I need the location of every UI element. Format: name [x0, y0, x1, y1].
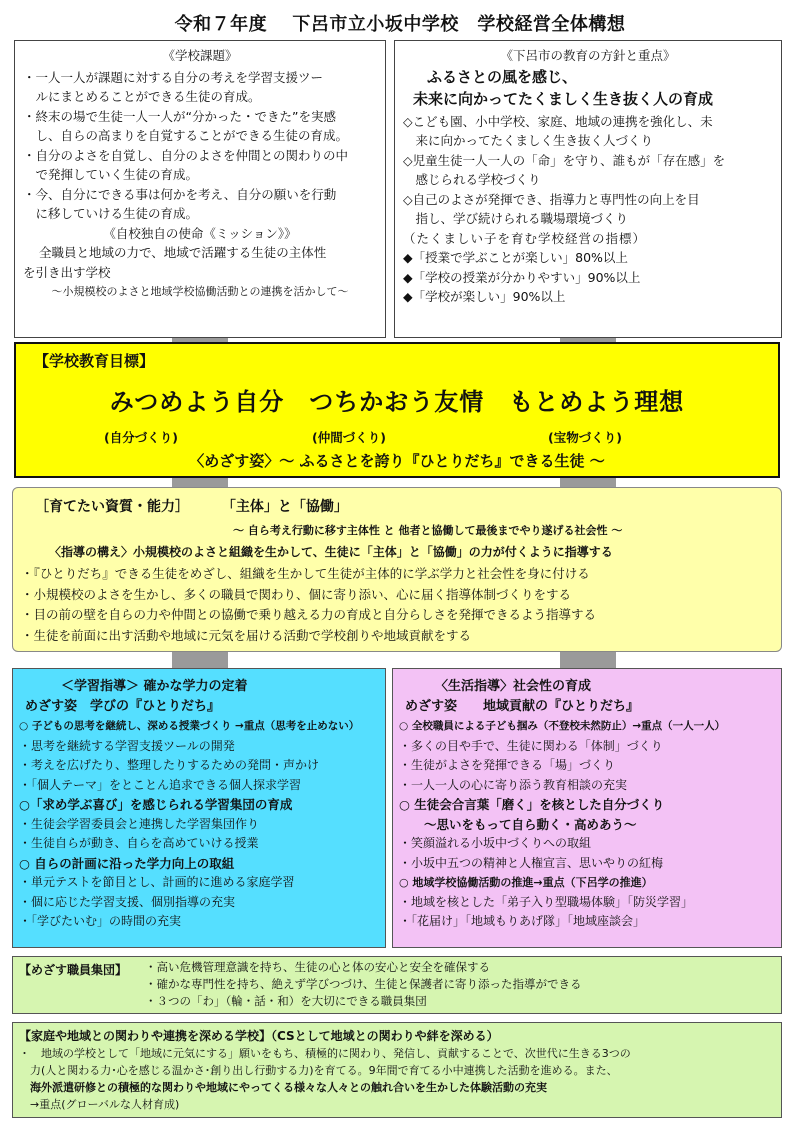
learning-item: ○「求め学ぶ喜び」を感じられる学習集団の育成	[19, 797, 293, 812]
learning-item: ・生徒会学習委員会と連携した学習集団作り	[19, 816, 260, 831]
issue-line: ルにまとめることができる生徒の育成。	[23, 89, 261, 104]
connector-bar	[560, 652, 616, 668]
staff-line: ・３つの「わ」（輪・話・和）を大切にできる職員集団	[145, 994, 427, 1008]
issue-line: ・一人一人が課題に対する自分の考えを学習支援ツー	[23, 69, 324, 85]
life-item: ・多くの目や手で、生徒に関わる「体制」づくり	[399, 738, 663, 753]
home-community-box	[12, 1022, 782, 1118]
mission-sub: ～小規模校のよさと地域学校協働活動との連携を活かして～	[51, 285, 349, 298]
school-issues-box	[14, 40, 386, 338]
capability-line: ・小規模校のよさを生かし、多くの職員で関わり、個に寄り添い、心に届く指導体制づくりをする	[21, 586, 572, 602]
goal-sub-treasure: (宝物づくり)	[548, 430, 622, 445]
capabilities-subtitle: ～ 自ら考え行動に移す主体性 と 他者と協働して最後までやり遂げる社会性 ～	[233, 524, 623, 537]
issue-line: ・終末の場で生徒一人一人が“分かった・できた”を実感	[23, 108, 336, 124]
issue-line: し、自らの高まりを自覚することができる生徒の育成。	[23, 128, 349, 143]
goal-sub-self: (自分づくり)	[104, 430, 178, 445]
capabilities-keywords: 「主体」と「協働」	[221, 499, 348, 515]
staff-line: ・確かな専門性を持ち、絶えず学びつづけ、生徒と保護者に寄り添った指導ができる	[145, 977, 582, 991]
life-item: ○ 全校職員による子ども掴み（不登校未然防止）→重点（一人一人）	[399, 720, 726, 732]
indicator-item: ◆「学校が楽しい」90%以上	[403, 289, 566, 304]
issue-line: で発揮していく生徒の育成。	[23, 167, 199, 182]
learning-item: ・考えを広げたり、整理したりするための発問・声かけ	[19, 758, 320, 772]
policy-line: ◇児童生徒一人一人の「命」を守り、誰もが「存在感」を	[403, 152, 726, 168]
learning-heading: ＜学習指導＞ 確かな学力の定着	[61, 679, 248, 694]
learning-item: ○ 子どもの思考を継続し、深める授業づくり →重点（思考を止めない）	[19, 720, 360, 732]
life-item: ・小坂中五つの精神と人権宣言、思いやりの紅梅	[399, 855, 664, 870]
home-line: 力(人と関わる力･心を感じる温かさ･創り出し行動する力)を育てる。9年間で育てる小中連携した活動を進める。また、	[19, 1064, 618, 1077]
life-item: ○ 地域学校協働活動の推進→重点（下呂学の推進）	[399, 876, 653, 889]
capabilities-box	[12, 487, 782, 652]
school-goal-box	[14, 342, 780, 478]
city-policy-heading: 《下呂市の教育の方針と重点》	[500, 48, 676, 63]
issue-line: ・今、自分にできる事は何かを考え、自分の願いを行動	[23, 186, 337, 202]
city-slogan-1: ふるさとの風を感じ、	[427, 67, 578, 86]
issue-line: ・自分のよさを自覚し、自分のよさを仲間との関わりの中	[23, 147, 349, 163]
indicator-heading: （たくましい子を育む学校経営の指標）	[403, 230, 647, 246]
life-guidance-box	[392, 668, 782, 948]
goal-vision: 〈めざす姿〉～ ふるさとを誇り『ひとりだち』できる生徒 ～	[189, 452, 605, 470]
policy-line: ◇こども園、小中学校、家庭、地域の連携を強化し、未	[403, 113, 713, 129]
connector-bar	[560, 478, 616, 487]
capabilities-stance: 〈指導の構え〉小規模校のよさと組織を生かして、生徒に「主体」と「協働」の力が付くように指導する	[49, 545, 613, 559]
indicator-item: ◆「学校の授業が分かりやすい」90%以上	[403, 269, 641, 285]
capability-line: ・目の前の壁を自らの力や仲間との協働で乗り越える力の育成と自分らしさを発揮できるよう指導する	[21, 607, 597, 622]
goal-heading: 【学校教育目標】	[34, 352, 155, 370]
staff-heading: 【めざす職員集団】	[19, 963, 128, 977]
learning-item: ・個に応じた学習支援、個別指導の充実	[19, 894, 236, 909]
home-line: ・ 地域の学校として「地域に元気にする」願いをもち、積極的に関わり、発信し、貢献することで、次世代に生きる3つの	[19, 1047, 631, 1060]
school-issues-heading: 《学校課題》	[162, 48, 238, 63]
goal-sub-friends: (仲間づくり)	[312, 430, 386, 445]
learning-item: ・生徒自らが動き、自らを高めていける授業	[19, 836, 259, 850]
life-heading: 〈生活指導〉社会性の育成	[435, 679, 592, 694]
mission-heading: 《自校独自の使命《ミッション》》	[103, 225, 297, 241]
city-policy-box	[394, 40, 782, 338]
staff-group-box	[12, 956, 782, 1014]
life-item: ○ 生徒会合言葉「磨く」を核とした自分づくり	[399, 797, 665, 812]
learning-item: ○ 自らの計画に沿った学力向上の取組	[19, 855, 235, 871]
life-item: ・生徒がよさを発揮できる「場」づくり	[399, 758, 616, 772]
home-line: →重点(グローバルな人材育成)	[19, 1098, 180, 1111]
learning-item: ・思考を継続する学習支援ツールの開発	[19, 738, 235, 753]
life-item: ・一人一人の心に寄り添う教育相談の充実	[399, 777, 628, 792]
capability-line: ・生徒を前面に出す活動や地域に元気を届ける活動で学校創りや地域貢献をする	[21, 627, 472, 643]
city-slogan-2: 未来に向かってたくましく生き抜く人の育成	[413, 89, 714, 108]
learning-guidance-box	[12, 668, 386, 948]
indicator-item: ◆「授業で学ぶことが楽しい」80%以上	[403, 250, 628, 265]
life-item: ・笑顔溢れる小坂中づくりへの取組	[399, 836, 592, 850]
connector-bar	[172, 652, 228, 668]
issue-line: に移していける生徒の育成。	[23, 206, 199, 221]
learning-item: ・「個人テーマ」をとことん追求できる個人探求学習	[19, 777, 302, 792]
capability-line: ・『ひとりだち』できる生徒をめざし、組織を生かして生徒が主体的に学ぶ学力と社会性を身に付ける	[21, 566, 590, 581]
learning-item: ・「学びたいむ」の時間の充実	[19, 914, 182, 928]
home-line: 海外派遣研修との積極的な関わりや地域にやってくる様々な人々との触れ合いを生かした体験活動の充実	[19, 1081, 547, 1094]
mission-line: を引き出す学校	[23, 264, 111, 280]
goal-main: みつめよう自分 つちかおう友情 もとめよう理想	[109, 388, 685, 416]
policy-line: 指し、学び続けられる職場環境づくり	[403, 211, 629, 226]
capabilities-heading: ［育てたい資質・能力］	[35, 499, 189, 515]
life-item: ～思いをもって自ら動く・高めあう～	[399, 816, 637, 832]
learning-item: ・単元テストを節目とし、計画的に進める家庭学習	[19, 875, 295, 889]
policy-line: 感じられる学校づくり	[403, 172, 541, 187]
staff-line: ・高い危機管理意識を持ち、生徒の心と体の安心と安全を確保する	[145, 960, 490, 974]
life-item: ・地域を核とした「弟子入り型職場体験」「防災学習」	[399, 894, 694, 909]
learning-aim: めざす姿 学びの『ひとりだち』	[25, 699, 221, 714]
mission-line: 全職員と地域の力で、地域で活躍する生徒の主体性	[39, 245, 327, 260]
page-title: 令和７年度 下呂市立小坂中学校 学校経営全体構想	[174, 14, 626, 35]
policy-line: 来に向かってたくましく生き抜く人づくり	[403, 133, 654, 148]
connector-bar	[172, 478, 228, 487]
life-item: ・「花届け」「地域もりあげ隊」「地域座談会」	[399, 914, 646, 928]
life-aim: めざす姿 地域貢献の『ひとりだち』	[405, 699, 640, 714]
policy-line: ◇自己のよさが発揮でき、指導力と専門性の向上を目	[403, 191, 700, 207]
home-heading: 【家庭や地域との関わりや連携を深める学校】（CSとして地域との関わりや絆を深める）	[19, 1029, 499, 1043]
